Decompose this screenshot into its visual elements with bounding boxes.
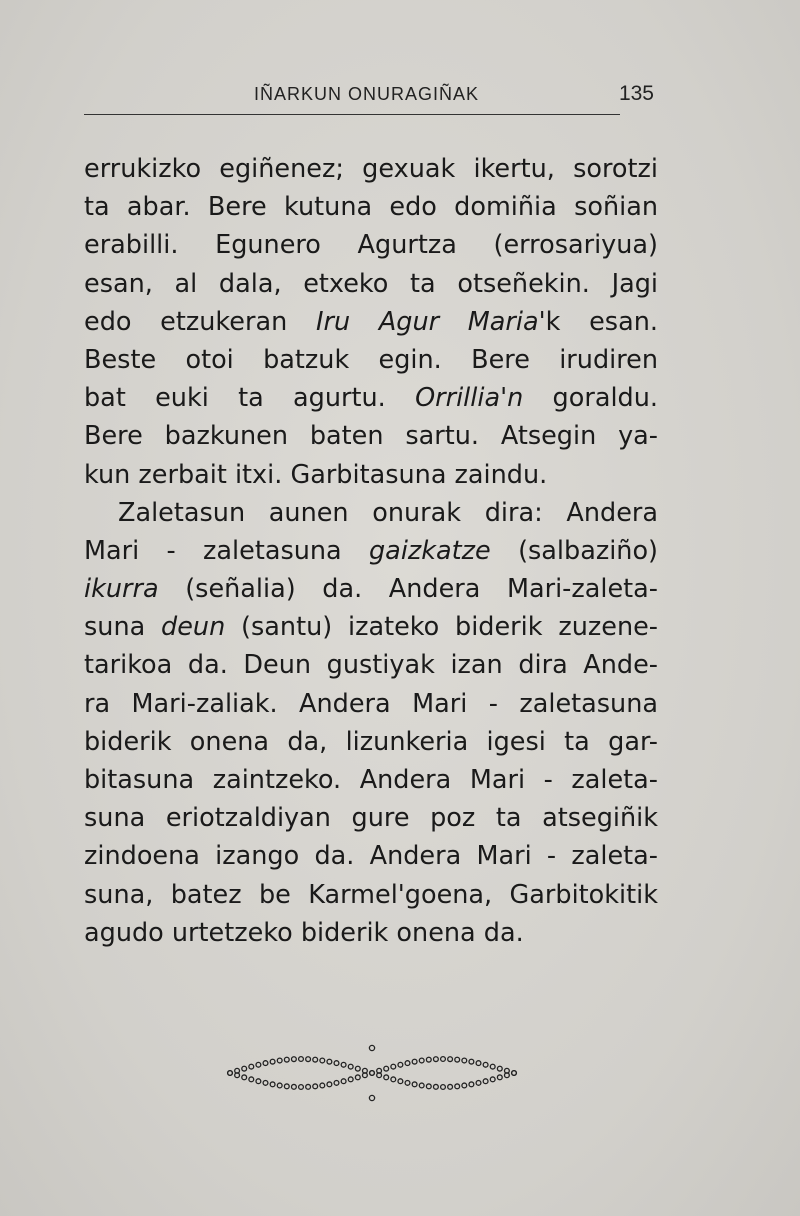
emphasized-term: gaizkatze — [369, 535, 491, 566]
text-line — [84, 761, 658, 799]
text-line — [84, 417, 658, 455]
text-line — [84, 914, 658, 952]
text-line — [84, 265, 658, 303]
text-segment: ra Mari-zaliak. Andera Mari - zaletasuna — [84, 688, 658, 719]
header-rule — [84, 114, 620, 115]
text-segment: edo etzukeran — [84, 306, 316, 337]
text-segment: Beste otoi batzuk egin. Bere irudiren — [84, 344, 658, 375]
text-line — [84, 608, 658, 646]
text-segment: tarikoa da. Deun gustiyak izan dira Ande- — [84, 650, 658, 681]
text-line — [84, 837, 658, 875]
body-text — [84, 150, 658, 952]
text-segment: erabilli. Egunero Agurtza (errosariyua) — [84, 230, 658, 261]
text-line — [84, 150, 658, 188]
text-segment: suna eriotzaldiyan gure poz ta atsegiñik — [84, 803, 658, 834]
text-segment: zindoena izango da. Andera Mari - zaleta- — [84, 841, 658, 872]
page-number: 135 — [618, 82, 654, 105]
text-segment: k esan. — [545, 306, 658, 337]
text-line — [84, 303, 658, 341]
text-line — [84, 188, 658, 226]
text-line — [84, 494, 658, 532]
text-segment: bitasuna zaintzeko. Andera Mari - zaleta- — [84, 765, 658, 795]
emphasized-term: Orrillia'n — [415, 383, 524, 414]
text-segment: bat euki ta agurtu. — [84, 383, 416, 414]
text-segment: Zaletasun aunen onurak dira: Andera — [118, 497, 658, 528]
text-line — [84, 532, 658, 570]
text-line — [84, 723, 658, 761]
text-line — [84, 226, 658, 264]
text-line — [84, 456, 658, 494]
text-segment: suna — [84, 612, 162, 643]
running-title: IÑARKUN ONURAGIÑAK — [254, 84, 480, 104]
emphasized-term: Iru Agur Maria' — [315, 306, 546, 337]
text-line — [84, 799, 658, 837]
text-segment: agudo urtetzeko biderik onena da. — [84, 917, 524, 948]
text-line — [84, 876, 658, 914]
emphasized-term: deun — [161, 612, 226, 643]
circle-chain-ornament-icon — [222, 1038, 522, 1108]
text-segment: esan, al dala, etxeko ta otseñekin. Jagi — [84, 268, 658, 299]
text-segment: Bere bazkunen baten sartu. Atsegin ya- — [84, 421, 658, 452]
text-segment: suna, batez be Karmel'goena, Garbitokitik — [84, 879, 658, 910]
running-header — [84, 84, 656, 118]
text-segment: (señalia) da. Andera Mari-zaleta- — [158, 574, 658, 605]
text-segment: kun zerbait itxi. Garbitasuna zaindu. — [84, 459, 548, 490]
text-segment: (santu) izateko biderik zuzene- — [225, 612, 658, 643]
text-segment: biderik onena da, lizunkeria igesi ta gar- — [84, 726, 658, 757]
text-line — [84, 341, 658, 379]
text-line — [84, 646, 658, 684]
text-segment: goraldu. — [523, 383, 658, 414]
text-line — [84, 570, 658, 608]
text-segment: Mari - zaletasuna — [84, 535, 369, 566]
text-line — [84, 379, 658, 417]
emphasized-term: ikurra — [84, 574, 159, 605]
text-segment: ta abar. Bere kutuna edo domiñia soñian — [84, 192, 658, 223]
text-segment: errukizko egiñenez; gexuak ikertu, sorotzi — [84, 154, 658, 184]
text-segment: (salbaziño) — [490, 535, 659, 566]
text-line — [84, 685, 658, 723]
